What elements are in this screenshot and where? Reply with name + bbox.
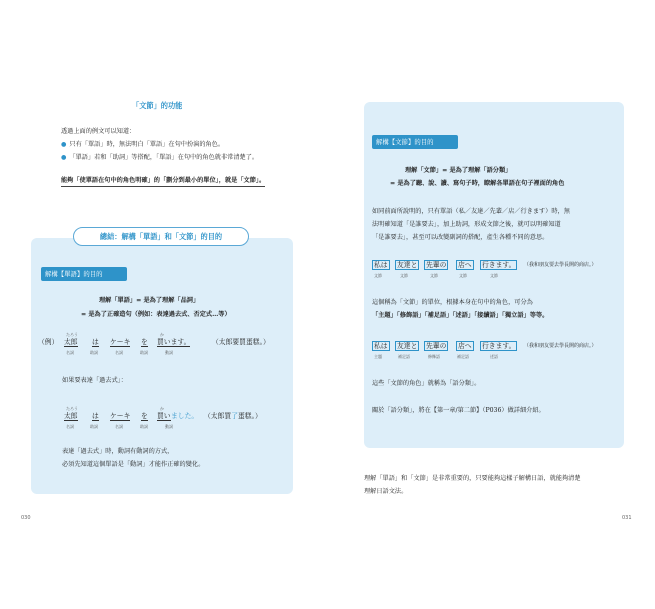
paragraph-line: 「是誰要去」，甚至可以改變副詞的搭配，產生各種不同的意思。 xyxy=(372,234,549,241)
word-purpose-line-1: 理解「單語」= 是為了理解「品詞」 xyxy=(99,297,200,304)
phrase-purpose-tag: 解構【文節】的目的 xyxy=(372,135,458,149)
ex2-word: を xyxy=(141,412,148,420)
ex2-word: ケーキ xyxy=(110,412,131,420)
sentA-label: 文節 xyxy=(374,273,382,278)
ex2-pos: 動詞 xyxy=(165,424,173,429)
bullet-item: ● 只有「單語」時，無法明白「單語」在句中扮演的角色。 xyxy=(61,141,225,148)
phrase-purpose-line-1: 理解「文節」= 是為了理解「語分類」 xyxy=(405,167,512,174)
sentA-label: 文節 xyxy=(490,273,498,278)
page-number-left: 030 xyxy=(21,515,31,521)
phrase-purpose-line-2: = 是為了聽、說、讀、寫句子時，瞭解各單語在句子裡面的角色 xyxy=(390,180,565,187)
sentB-chunk: 行きます。 xyxy=(482,342,516,350)
closing-line: 理解日語文法。 xyxy=(364,488,408,495)
sentA-translation: （我和朋友要去學長開的商店。） xyxy=(524,262,597,268)
sentA-chunk: 行きます。 xyxy=(482,261,516,269)
paragraph-line: 這個稱為「文節」的單位，根據本身在句中的角色，可分為 xyxy=(372,299,533,306)
ex2-ruby: たろう xyxy=(66,406,78,411)
sentA-chunk: 私は xyxy=(374,261,388,269)
sentB-chunk: 先輩の xyxy=(426,342,447,350)
past-question: 如果要表達「過去式」： xyxy=(62,377,127,384)
sentA-chunk: 先輩の xyxy=(426,261,447,269)
bullet-item: ● 「單語」若和「助詞」等搭配，「單語」在句中的角色就非常清楚了。 xyxy=(61,154,259,161)
closing-line: 理解「單語」和「文節」是非常重要的，只要能夠這樣子解構日語，就能夠清楚 xyxy=(364,475,581,482)
sentA-label: 文節 xyxy=(400,273,408,278)
ex2-translation: （太郎買了蛋糕。） xyxy=(204,412,262,420)
ex2-pos: 助詞 xyxy=(140,424,148,429)
explain-line-2: 必須先知道這個單語是「動詞」才能作正確的變化。 xyxy=(62,461,205,468)
ex1-pos: 名詞 xyxy=(66,350,74,355)
ex1-translation: （太郎要買蛋糕。） xyxy=(212,338,270,346)
bullet-icon: ● xyxy=(61,141,67,148)
ex1-word: 買います。 xyxy=(157,338,191,346)
ex2-pos: 名詞 xyxy=(115,424,123,429)
ex1-pos: 助詞 xyxy=(140,350,148,355)
sentB-chunk: 私は xyxy=(374,342,388,350)
ex2-ruby: か xyxy=(160,406,164,411)
explain-line-1: 表達「過去式」時，動詞有動詞的方式， xyxy=(62,448,174,455)
sentA-label: 文節 xyxy=(459,273,467,278)
ex1-pos: 動詞 xyxy=(165,350,173,355)
ex2-word: 買い xyxy=(157,412,171,420)
ex1-ruby: か xyxy=(160,332,164,337)
ex2-word: は xyxy=(92,412,99,420)
sentB-translation: （我和朋友要去學長開的商店。） xyxy=(524,343,597,349)
page-number-right: 031 xyxy=(622,515,632,521)
ex1-word: は xyxy=(92,338,99,346)
paragraph-line: 關於「語分類」，將在【第一章/第二節】（P036）做詳細介紹。 xyxy=(372,407,545,414)
ex1-word: 太郎 xyxy=(64,338,78,346)
sentB-label: 修飾語 xyxy=(428,354,440,359)
paragraph-line: 如同前面所說明的，只有單語（私／友達／先輩／店／行きます）時，無 xyxy=(372,208,570,215)
sentA-label: 文節 xyxy=(430,273,438,278)
sentB-label: 補足語 xyxy=(398,354,410,359)
sentB-label: 補足語 xyxy=(457,354,469,359)
sentA-chunk: 店へ xyxy=(458,261,472,269)
intro-text: 透過上面的例文可以知道： xyxy=(61,128,136,135)
summary-title: 總結：解構「單語」和「文節」的目的 xyxy=(73,227,249,246)
ex2-pos: 名詞 xyxy=(66,424,74,429)
ex1-pos: 名詞 xyxy=(115,350,123,355)
paragraph-line: 這些「文節的角色」就稱為「語分類」。 xyxy=(372,380,481,387)
sentB-chunk: 友達と xyxy=(397,342,418,350)
word-purpose-line-2: = 是為了正確造句（例如：表達過去式、否定式…等） xyxy=(81,311,231,318)
paragraph-line: 法明確知道「是誰要去」，加上助詞，形成文節之後，就可以明確知道 xyxy=(372,221,561,228)
ex2-pos: 助詞 xyxy=(90,424,98,429)
ex2-word: 太郎 xyxy=(64,412,78,420)
sentB-label: 主題 xyxy=(374,354,382,359)
ex1-word: ケーキ xyxy=(110,338,131,346)
word-purpose-tag: 解構【單語】的目的 xyxy=(41,267,127,281)
paragraph-line: 「主題」「修飾語」「補足語」「述語」「接續語」「獨立語」等等。 xyxy=(372,312,549,319)
ex1-ruby: たろう xyxy=(66,332,78,337)
bullet-icon: ● xyxy=(61,154,67,161)
section-title: 「文節」的功能 xyxy=(132,101,183,110)
key-note: 能夠「使單語在句中的角色明確」的「劃分到最小的單位」，就是「文節」。 xyxy=(61,177,265,187)
ex1-word: を xyxy=(141,338,148,346)
ex1-pos: 助詞 xyxy=(90,350,98,355)
ex2-ending: ました。 xyxy=(171,412,199,420)
example-label: （例） xyxy=(38,338,59,346)
sentB-label: 述語 xyxy=(490,354,498,359)
sentB-chunk: 店へ xyxy=(458,342,472,350)
sentA-chunk: 友達と xyxy=(397,261,418,269)
